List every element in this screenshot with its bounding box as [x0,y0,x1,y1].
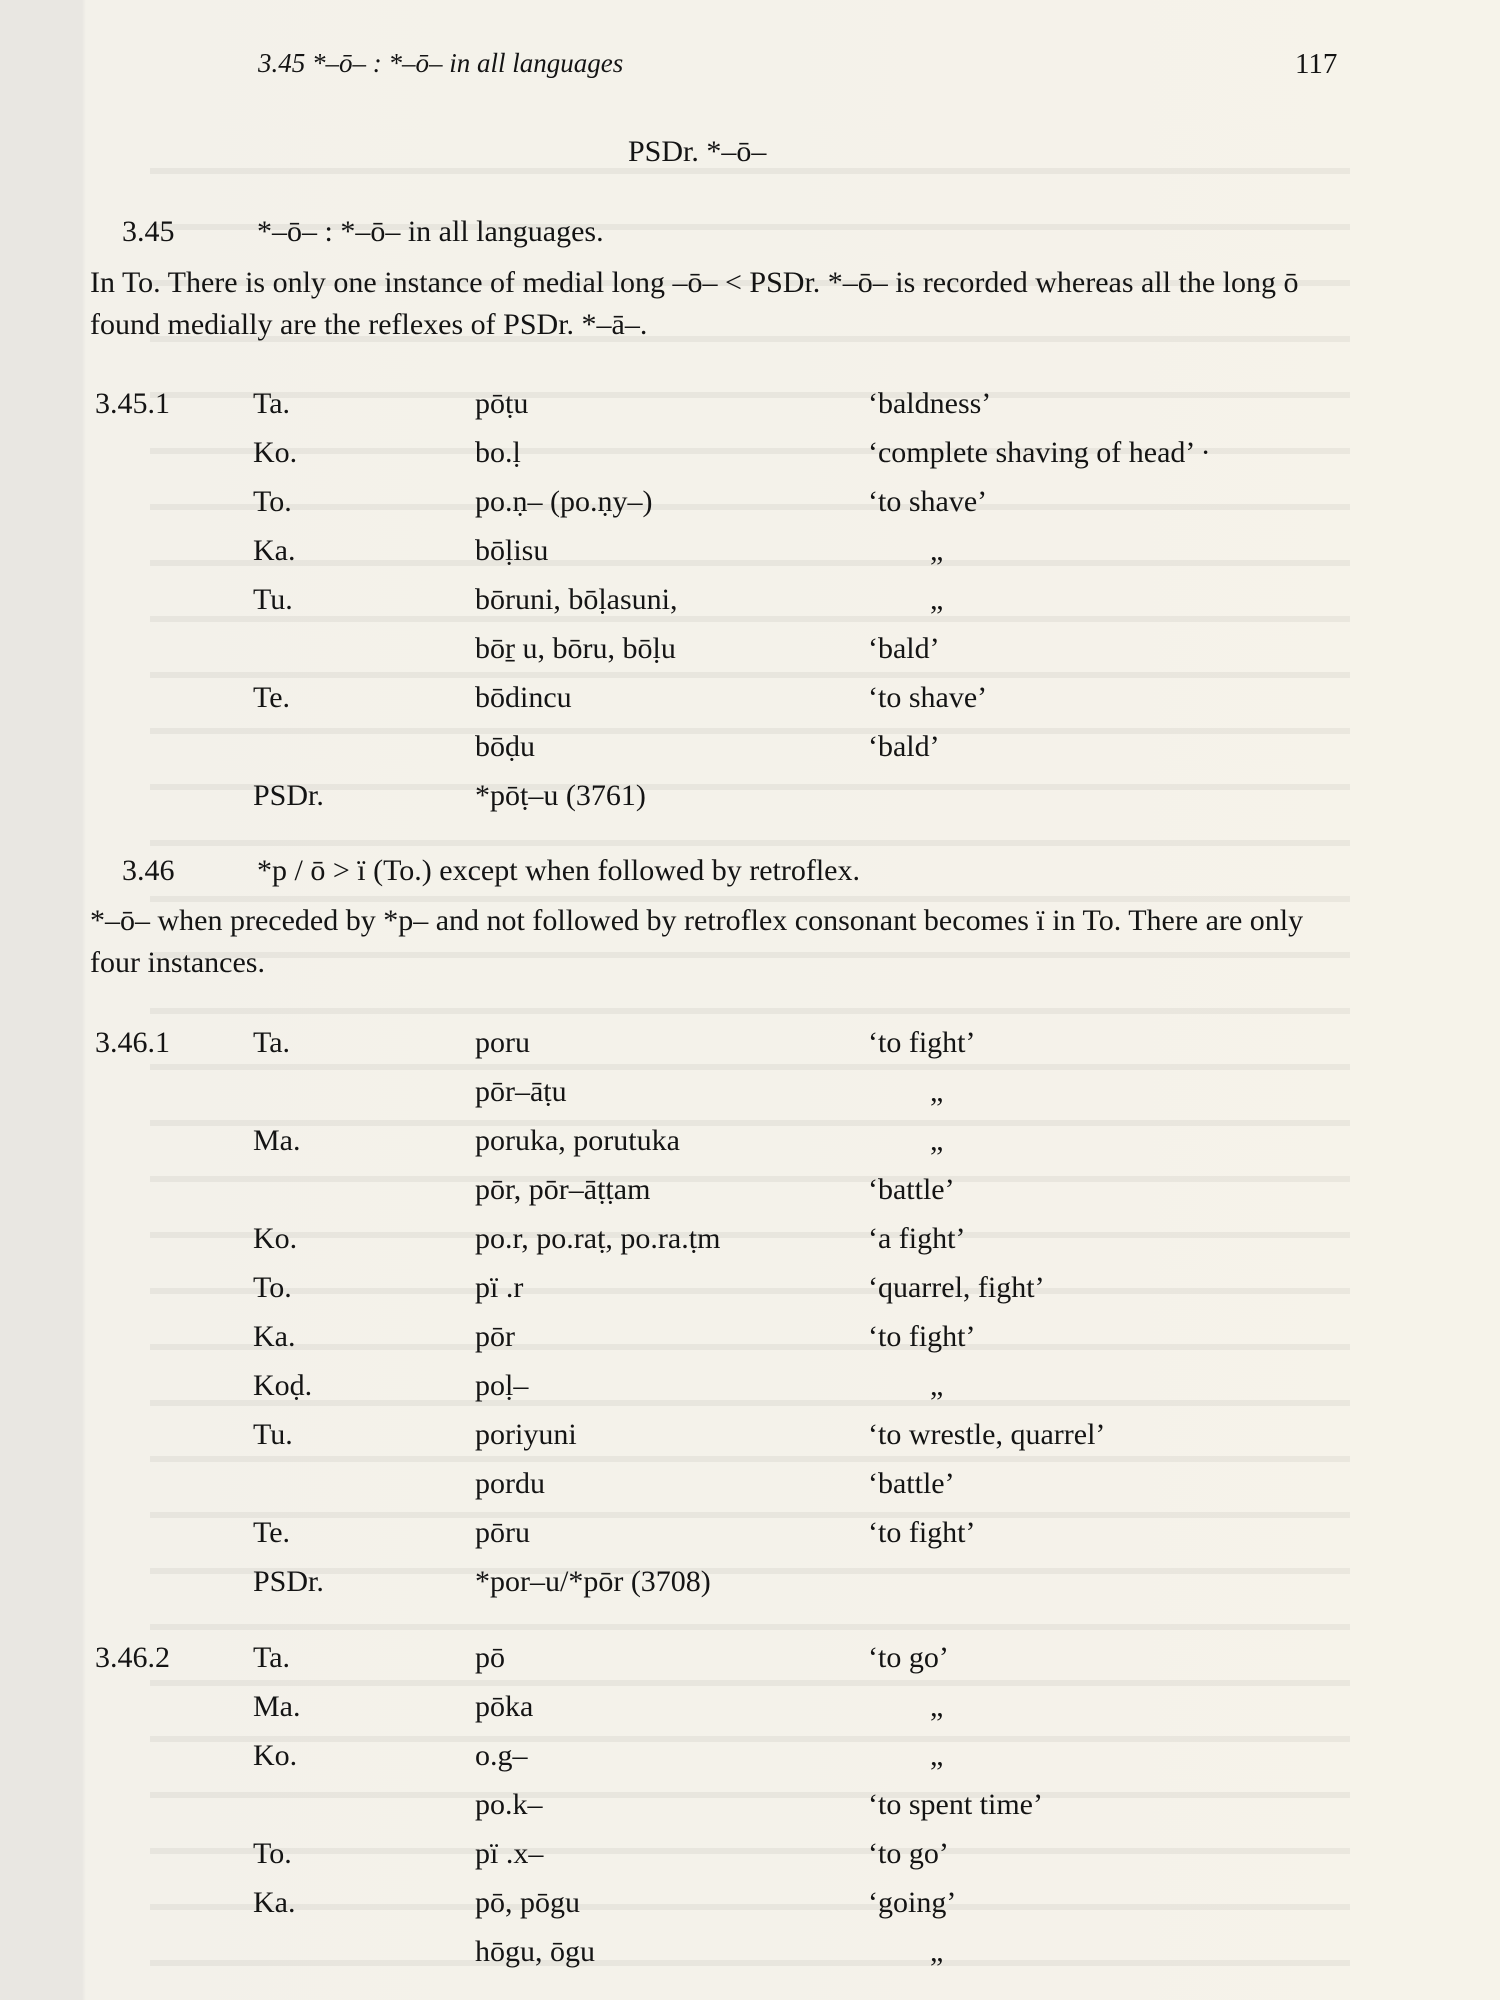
gloss: ‘to fight’ [868,1516,976,1549]
language: Ta. [253,1026,291,1059]
gloss: ‘complete shaving of head’ · [868,436,1211,469]
section-title: *–ō– : *–ō– in all languages. [257,215,604,248]
gloss: ‘battle’ [868,1467,955,1500]
gloss: ‘to go’ [868,1641,949,1674]
paragraph: *–ō– when preceded by *p– and not followed by retroflex consonant becomes ï in To. There are only four instances. [90,904,1304,979]
gloss: „ [930,1690,944,1723]
form: poḷ– [475,1369,529,1402]
language: Tu. [253,583,293,616]
gloss: ‘to fight’ [868,1026,976,1059]
form: pï .r [475,1271,524,1304]
form: *pōṭ–u (3761) [475,779,646,812]
running-header: 3.45 *–ō– : *–ō– in all languages [258,48,624,78]
gloss: ‘to go’ [868,1837,949,1870]
section-heading: PSDr. *–ō– [628,135,767,168]
form: pōr, pōr–āṭṭam [475,1173,651,1206]
form: poru [475,1026,530,1059]
form: poriyuni [475,1418,577,1451]
form: po.r, po.raṭ, po.ra.ṭm [475,1222,721,1255]
form: bōḍu [475,730,535,763]
gloss: ‘bald’ [868,730,940,763]
language: Ko. [253,1739,298,1772]
subsection-number: 3.45.1 [95,387,170,420]
section-number: 3.46 [122,854,175,887]
language: PSDr. [253,779,324,812]
gloss: „ [930,1075,944,1108]
gloss: ‘going’ [868,1886,957,1919]
form: pō [475,1641,505,1674]
form: o.g– [475,1739,528,1772]
language: To. [253,485,292,518]
form: pōka [475,1690,534,1723]
bleed-through [150,120,1350,1980]
gloss: „ [930,1739,944,1772]
form: bōdincu [475,681,572,714]
gloss: ‘to wrestle, quarrel’ [868,1418,1106,1451]
language: To. [253,1837,292,1870]
form: bōṟ u, bōru, bōḷu [475,632,676,665]
gloss: ‘to shave’ [868,681,988,714]
form: po.k– [475,1788,543,1821]
form: bōḷisu [475,534,549,567]
language: PSDr. [253,1565,324,1598]
form: *por–u/*pōr (3708) [475,1565,711,1598]
language: Ka. [253,534,296,567]
gloss: „ [930,1369,944,1402]
language: Ko. [253,1222,298,1255]
form: bōruni, bōḷasuni, [475,583,678,616]
language: Ta. [253,387,291,420]
gloss: ‘to fight’ [868,1320,976,1353]
form: pōr–āṭu [475,1075,567,1108]
gloss: ‘quarrel, fight’ [868,1271,1045,1304]
form: pōṭu [475,387,529,420]
gloss: ‘a fight’ [868,1222,966,1255]
section-title: *p / ō > ï (To.) except when followed by retroflex. [257,854,860,887]
form: pï .x– [475,1837,544,1870]
form: poruka, porutuka [475,1124,680,1157]
language: To. [253,1271,292,1304]
gloss: „ [930,534,944,567]
gloss: ‘to shave’ [868,485,988,518]
form: pō, pōgu [475,1886,580,1919]
subsection-number: 3.46.1 [95,1026,170,1059]
language: Te. [253,681,291,714]
form: pōr [475,1320,515,1353]
form: hōgu, ōgu [475,1935,595,1968]
paragraph: In To. There is only one instance of medial long –ō– < PSDr. *–ō– is recorded whereas all the long ō found medially are the reflexes of PSDr. *–ā–. [90,266,1299,341]
language: Ta. [253,1641,291,1674]
subsection-number: 3.46.2 [95,1641,170,1674]
language: Koḍ. [253,1369,313,1402]
page-number: 117 [1295,48,1338,80]
language: Ma. [253,1124,301,1157]
gloss: „ [930,1935,944,1968]
gloss: ‘baldness’ [868,387,992,420]
form: po.ṇ– (po.ṇy–) [475,485,653,518]
section-number: 3.45 [122,215,175,248]
gloss: „ [930,583,944,616]
gloss: „ [930,1124,944,1157]
gloss: ‘to spent time’ [868,1788,1043,1821]
language: Tu. [253,1418,293,1451]
form: pōru [475,1516,530,1549]
language: Ma. [253,1690,301,1723]
form: pordu [475,1467,545,1500]
language: Te. [253,1516,291,1549]
gloss: ‘battle’ [868,1173,955,1206]
form: bo.ḷ [475,436,521,469]
language: Ka. [253,1886,296,1919]
gloss: ‘bald’ [868,632,940,665]
language: Ka. [253,1320,296,1353]
language: Ko. [253,436,298,469]
